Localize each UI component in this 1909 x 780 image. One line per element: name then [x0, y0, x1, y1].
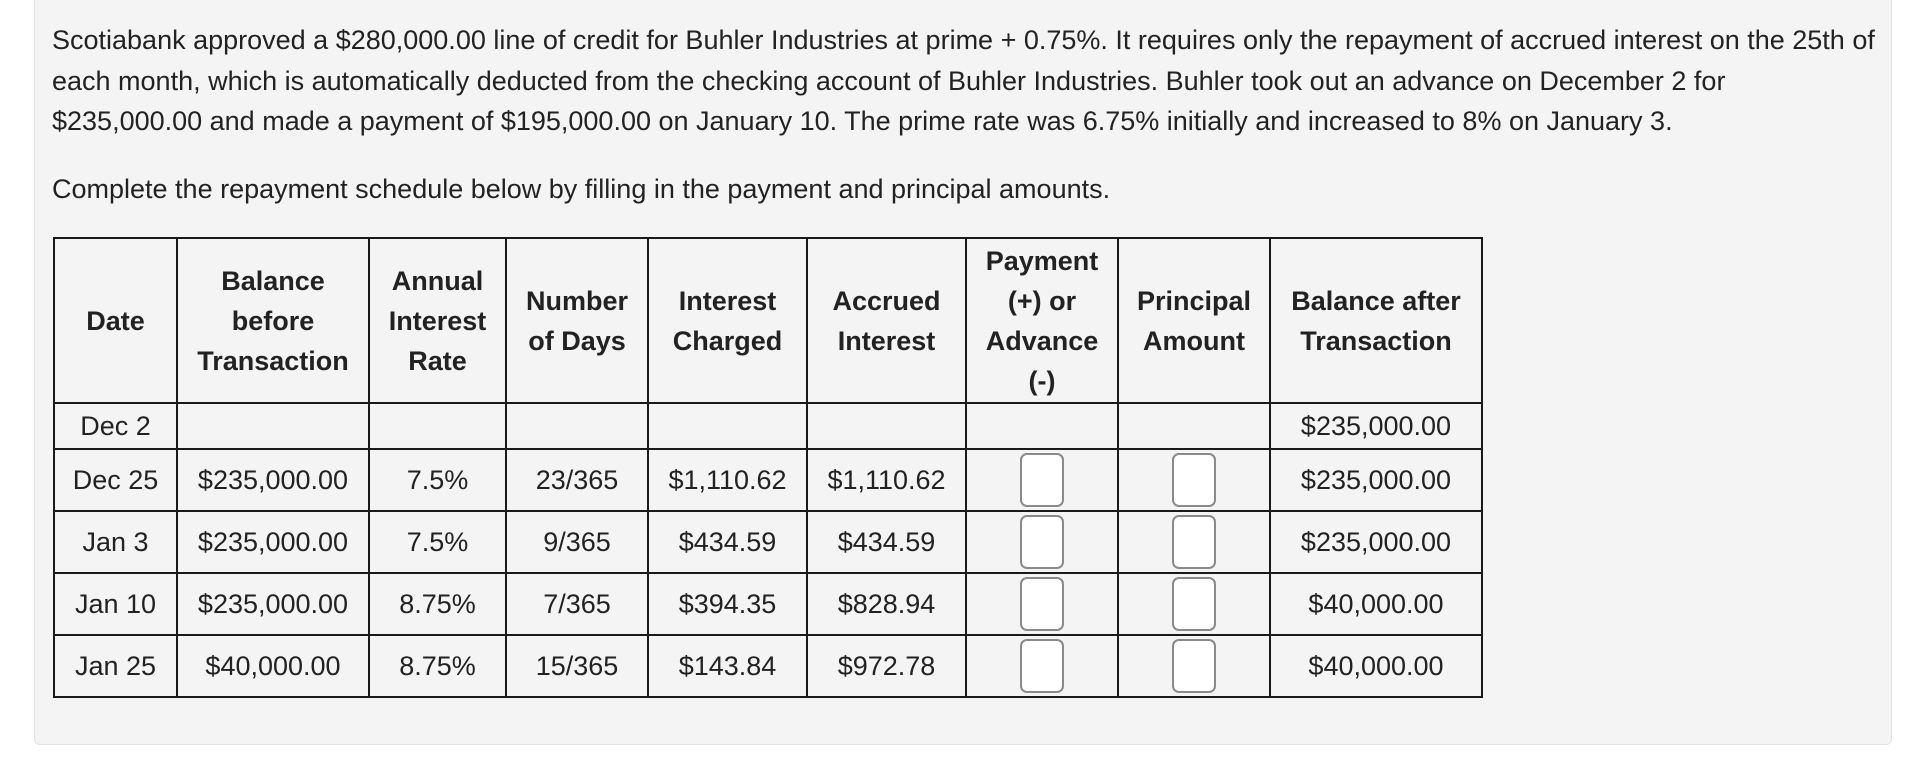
cell-interest-charged: $1,110.62 — [648, 449, 807, 511]
cell-principal — [1118, 403, 1270, 449]
cell-date: Jan 25 — [54, 635, 177, 697]
cell-days: 9/365 — [506, 511, 648, 573]
cell-payment — [966, 573, 1118, 635]
payment-input-dec-25[interactable] — [1020, 453, 1064, 507]
repayment-schedule-table — [53, 237, 1483, 698]
cell-date: Dec 2 — [54, 403, 177, 449]
cell-interest-charged: $434.59 — [648, 511, 807, 573]
cell-principal — [1118, 635, 1270, 697]
header-days: Number of Days — [506, 238, 648, 403]
cell-balance-after: $235,000.00 — [1270, 449, 1482, 511]
table-row — [54, 511, 1482, 573]
cell-days: 15/365 — [506, 635, 648, 697]
cell-principal — [1118, 511, 1270, 573]
header-balance-after: Balance after Transaction — [1270, 238, 1482, 403]
cell-rate: 8.75% — [369, 573, 506, 635]
table-row — [54, 449, 1482, 511]
cell-rate: 8.75% — [369, 635, 506, 697]
cell-balance-before: $235,000.00 — [177, 573, 369, 635]
cell-days: 7/365 — [506, 573, 648, 635]
cell-days: 23/365 — [506, 449, 648, 511]
payment-input-jan-10[interactable] — [1020, 577, 1064, 631]
cell-interest-charged — [648, 403, 807, 449]
instruction-text: Complete the repayment schedule below by filling in the payment and principal amounts. — [52, 174, 1111, 204]
cell-accrued-interest: $1,110.62 — [807, 449, 966, 511]
cell-balance-after: $40,000.00 — [1270, 635, 1482, 697]
table-row — [54, 635, 1482, 697]
cell-payment — [966, 449, 1118, 511]
payment-input-jan-25[interactable] — [1020, 639, 1064, 693]
problem-statement: Scotiabank approved a $280,000.00 line of credit for Buhler Industries at prime + 0.75%. It requires only the repayment of accrued interest on the 25th of each month, which is automatically deducted from the checking account of Buhler Industries. Buhler took out an advance on December 2 for $235,000.00 and made a payment of $195,000.00 on January 10. The prime rate was 6.75% initially and increased to 8% on January 3. — [52, 25, 1875, 136]
cell-balance-before: $40,000.00 — [177, 635, 369, 697]
cell-balance-after: $235,000.00 — [1270, 403, 1482, 449]
cell-balance-after: $235,000.00 — [1270, 511, 1482, 573]
header-row — [54, 238, 1482, 403]
cell-principal — [1118, 573, 1270, 635]
cell-date: Jan 10 — [54, 573, 177, 635]
payment-input-jan-3[interactable] — [1020, 515, 1064, 569]
cell-payment — [966, 511, 1118, 573]
cell-accrued-interest — [807, 403, 966, 449]
table-row — [54, 573, 1482, 635]
cell-accrued-interest: $434.59 — [807, 511, 966, 573]
cell-rate — [369, 403, 506, 449]
cell-balance-after: $40,000.00 — [1270, 573, 1482, 635]
principal-input-jan-25[interactable] — [1172, 639, 1216, 693]
header-date: Date — [54, 238, 177, 403]
cell-rate: 7.5% — [369, 449, 506, 511]
cell-date: Dec 25 — [54, 449, 177, 511]
cell-payment — [966, 403, 1118, 449]
principal-input-jan-10[interactable] — [1172, 577, 1216, 631]
cell-date: Jan 3 — [54, 511, 177, 573]
cell-accrued-interest: $972.78 — [807, 635, 966, 697]
header-annual-rate: Annual Interest Rate — [369, 238, 506, 403]
cell-accrued-interest: $828.94 — [807, 573, 966, 635]
principal-input-jan-3[interactable] — [1172, 515, 1216, 569]
cell-principal — [1118, 449, 1270, 511]
cell-balance-before — [177, 403, 369, 449]
cell-rate: 7.5% — [369, 511, 506, 573]
cell-days — [506, 403, 648, 449]
cell-interest-charged: $143.84 — [648, 635, 807, 697]
header-interest-charged: Interest Charged — [648, 238, 807, 403]
header-principal: Principal Amount — [1118, 238, 1270, 403]
cell-payment — [966, 635, 1118, 697]
cell-balance-before: $235,000.00 — [177, 511, 369, 573]
header-balance-before: Balance before Transaction — [177, 238, 369, 403]
cell-interest-charged: $394.35 — [648, 573, 807, 635]
cell-balance-before: $235,000.00 — [177, 449, 369, 511]
table-row — [54, 403, 1482, 449]
principal-input-dec-25[interactable] — [1172, 453, 1216, 507]
header-payment: Payment (+) or Advance (-) — [966, 238, 1118, 403]
header-accrued-interest: Accrued Interest — [807, 238, 966, 403]
